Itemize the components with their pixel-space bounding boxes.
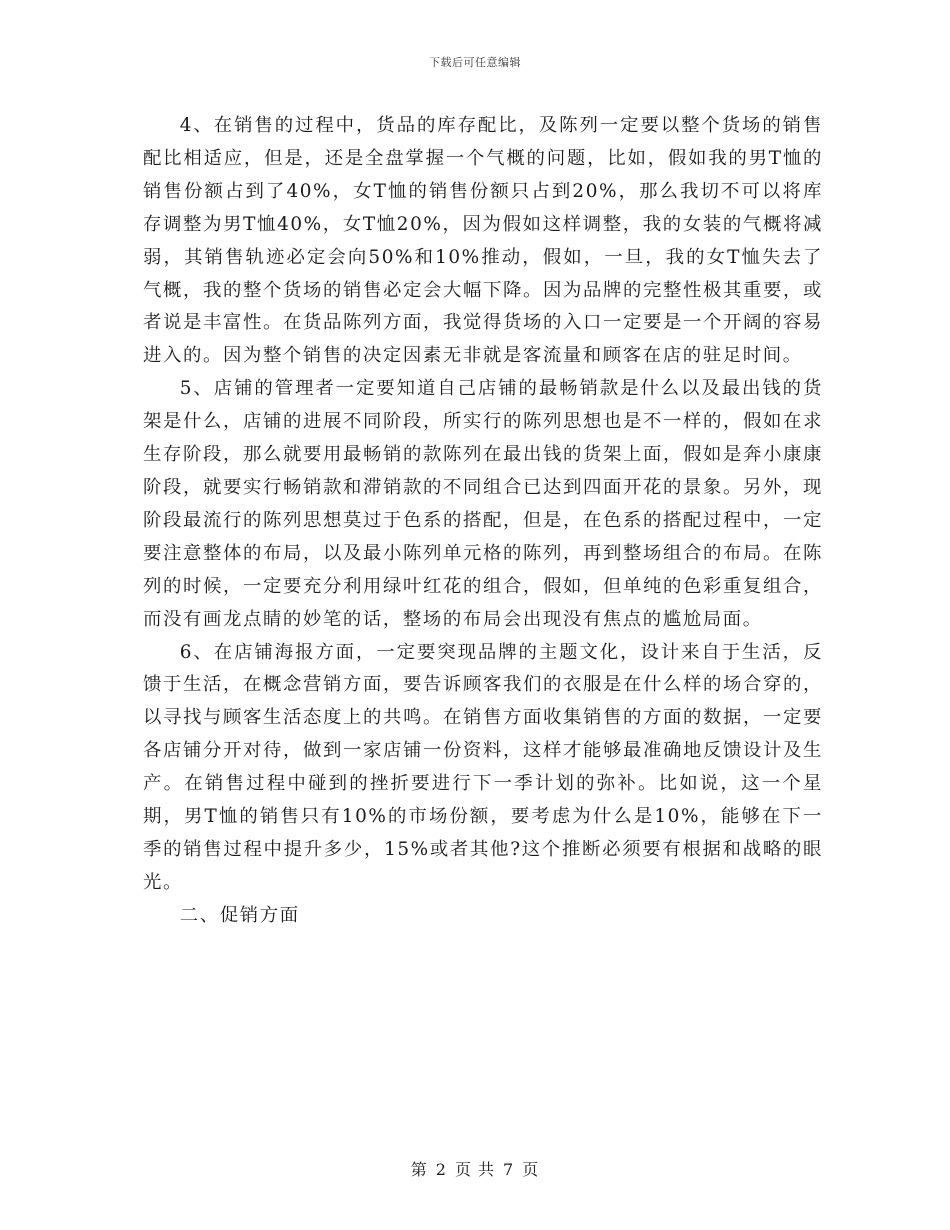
- paragraph-4: 4、在销售的过程中，货品的库存配比，及陈列一定要以整个货场的销售配比相适应，但是，还是全盘掌握一个气概的问题，比如，假如我的男T恤的销售份额占到了40%，女T恤的销售份额只占到20%，那么我切不可以将库存调整为男T恤40%，女T恤20%，因为假如这样调整，我的女装的气概将减弱，其销售轨迹必定会向50%和10%推动，假如，一旦，我的女T恤失去了气概，我的整个货场的销售必定会大幅下降。因为品牌的完整性极其重要，或者说是丰富性。在货品陈列方面，我觉得货场的入口一定要是一个开阔的容易进入的。因为整个销售的决定因素无非就是客流量和顾客在店的驻足时间。: [143, 115, 823, 367]
- page-header: 下载后可任意编辑: [429, 56, 521, 69]
- page-current: 2: [435, 1160, 447, 1179]
- page-total: 7: [503, 1160, 515, 1179]
- paragraph-6: 6、在店铺海报方面，一定要突现品牌的主题文化，设计来自于生活，反馈于生活，在概念营销方面，要告诉顾客我们的衣服是在什么样的场合穿的，以寻找与顾客生活态度上的共鸣。在销售方面收集销售的方面的数据，一定要各店铺分开对待，做到一家店铺一份资料，这样才能够最准确地反馈设计及生产。在销售过程中碰到的挫折要进行下一季计划的弥补。比如说，这一个星期，男T恤的销售只有10%的市场份额，要考虑为什么是10%，能够在下一季的销售过程中提升多少，15%或者其他?这个推断必须要有根据和战略的眼光。: [143, 641, 823, 893]
- paragraph-5: 5、店铺的管理者一定要知道自己店铺的最畅销款是什么以及最出钱的货架是什么，店铺的进展不同阶段，所实行的陈列思想也是不一样的，假如在求生存阶段，那么就要用最畅销的款陈列在最出钱的货架上面，假如是奔小康康阶段，就要实行畅销款和滞销款的不同组合已达到四面开花的景象。另外，现阶段最流行的陈列思想莫过于色系的搭配，但是，在色系的搭配过程中，一定要注意整体的布局，以及最小陈列单元格的陈列，再到整场组合的布局。在陈列的时候，一定要充分利用绿叶红花的组合，假如，但单纯的色彩重复组合，而没有画龙点睛的妙笔的话，整场的布局会出现没有焦点的尴尬局面。: [143, 378, 823, 630]
- section-heading: 二、促销方面: [179, 904, 300, 926]
- page-prefix: 第: [410, 1160, 428, 1179]
- page-suffix: 页: [522, 1160, 540, 1179]
- page-middle: 页 共: [454, 1160, 496, 1179]
- page-footer: [0, 1157, 950, 1180]
- document-body: [143, 110, 823, 933]
